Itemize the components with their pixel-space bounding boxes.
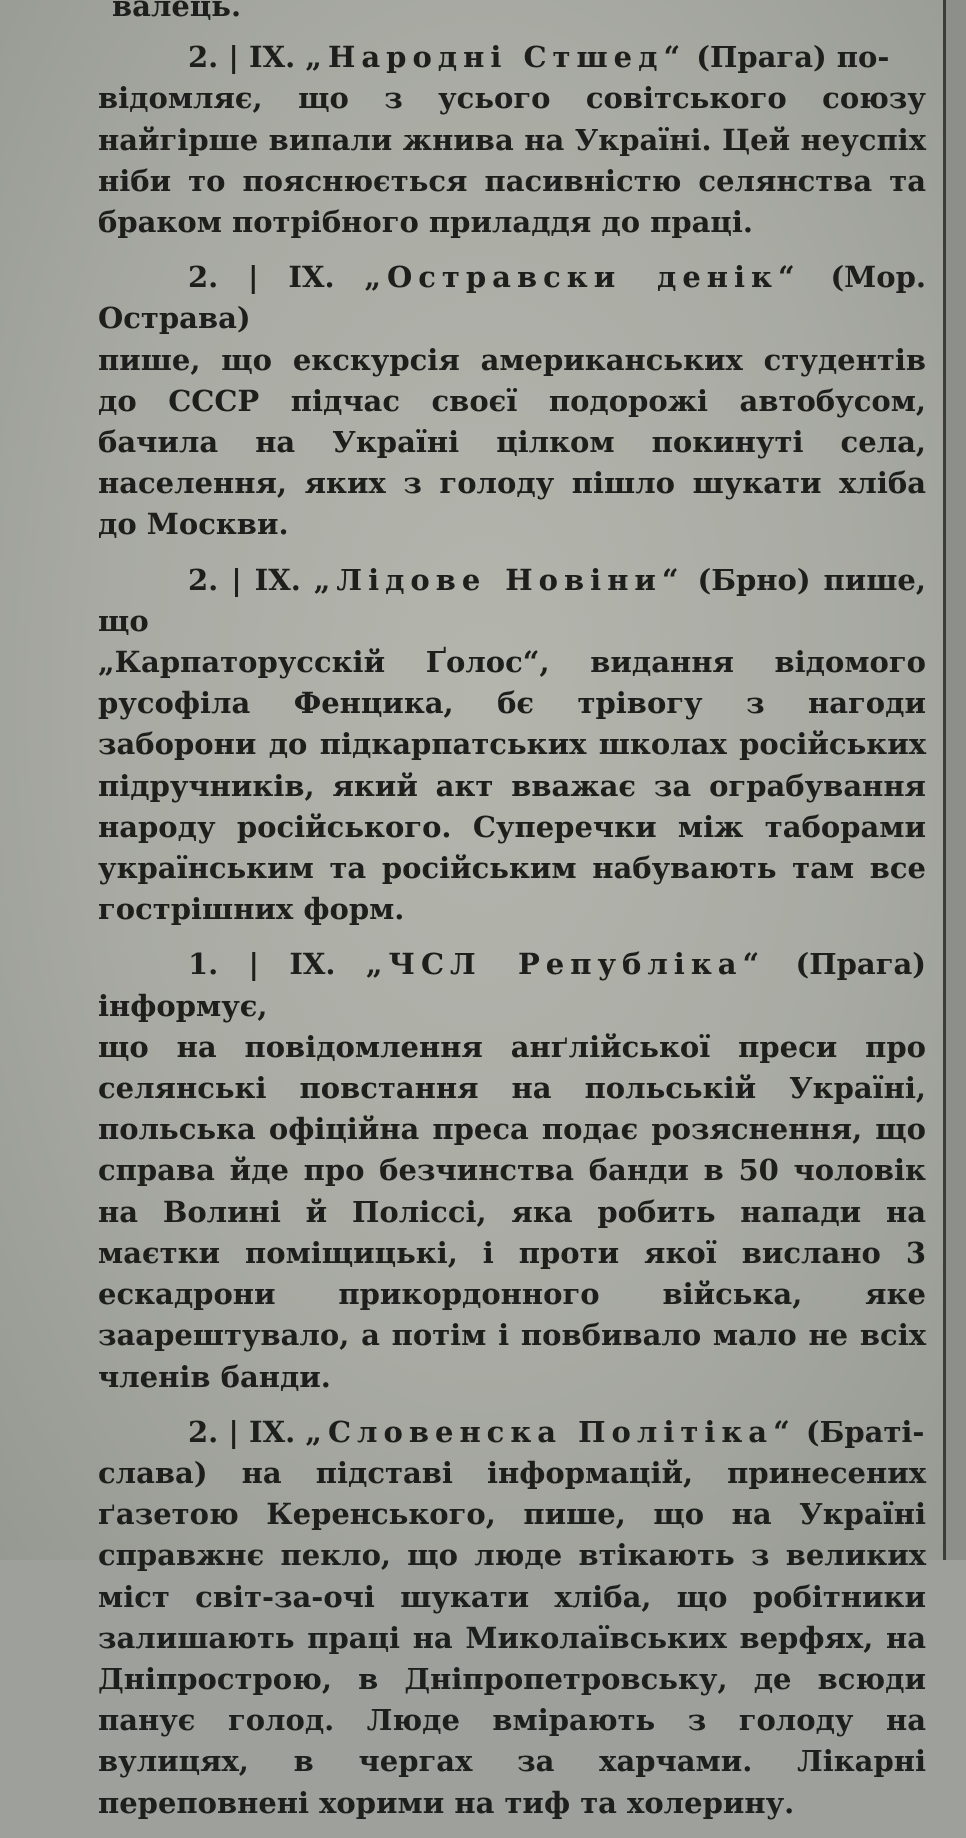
news-item-3-body: „Карпаторусскій Ґолос“, видання відомого русофіла Фенцика, бє трівогу з нагоди заборони до підкарпатських школах російських підручників, який акт вважає за ограбування народу російського. Суперечки між таборами українським та російським набувають там все гострішних форм. [98,645,926,927]
news-item-5-source: „Словенска Політіка“ [305,1414,796,1449]
news-item-5-date: 2. | IX. [188,1414,296,1449]
news-item-2-body: пише, що екскурсія американських студентів до СССР підчас своєї подорожі автобусом, бачила на Україні цілком покинуті села, населення, яких з голоду пішло шукати хліба до Москви. [98,342,926,542]
news-item-5-lead [98,1412,926,1453]
news-item-1-lead [98,37,926,78]
news-item-2-lead [98,257,926,339]
news-item-4-body: що на повідомлення анґлійської преси про селянські повстання на польській Україні, польська офіційна преса подає розяснення, що справа йде про безчинства банди в 50 чоловік на Волині й Поліссі, яка робить напади на маєтки поміщицькі, і проти якої вислано 3 ескадрони прикордонного війська, яке заарештувало, а потім і повбивало мало не всіх членів банди. [98,1029,926,1394]
news-item-4-lead [98,944,926,1026]
news-item-3-lead [98,560,926,642]
text-column [98,0,926,1838]
news-item-5 [98,1412,926,1824]
news-item-1 [98,37,926,243]
news-item-1-body: відомляє, що з усього совітського союзу найгірше випали жнива на Україні. Цей неуспіх ніби то пояснюється пасивністю селянства та браком потрібного приладдя до праці. [98,81,926,240]
news-item-1-source: „Народні Стшед“ [305,40,687,75]
news-item-2-date: 2. | IX. [188,260,335,295]
news-item-4-date: 1. | IX. [188,947,336,982]
news-item-1-line-1: (Прага) по- [696,40,890,75]
news-item-1-date: 2. | IX. [188,40,296,75]
news-item-3-source: „Лідове Новіни“ [313,562,685,597]
previous-fragment: валець. [112,0,242,23]
news-item-2-source: „Остравски денік“ [364,260,801,295]
news-item-2-line-1: (Мор. Острава) [98,260,926,336]
page-margin [946,0,966,1560]
news-item-3-date: 2. | IX. [188,562,301,597]
news-item-5-line-1: (Браті- [805,1414,925,1449]
news-item-3 [98,560,926,931]
news-item-4 [98,944,926,1397]
news-item-5-body: слава) на підставі інформацій, принесених ґазетою Керенського, пише, що на Україні справжнє пекло, що люде втікають з великих міст світ-за-очі шукати хліба, що робітники залишають праці на Миколаївських верфях, на Дніпрострою, в Дніпропетровську, де всюди панує голод. Люде вмірають з голоду на вулицях, в чергах за харчами. Лікарні переповнені хорими на тиф та холерину. [98,1455,926,1820]
news-item-4-line-1: (Прага) інформує, [98,947,926,1023]
news-item-4-source: „ЧСЛ Републіка“ [365,947,766,982]
news-item-2 [98,257,926,545]
news-item-3-line-1: (Брно) пише, що [98,562,926,638]
